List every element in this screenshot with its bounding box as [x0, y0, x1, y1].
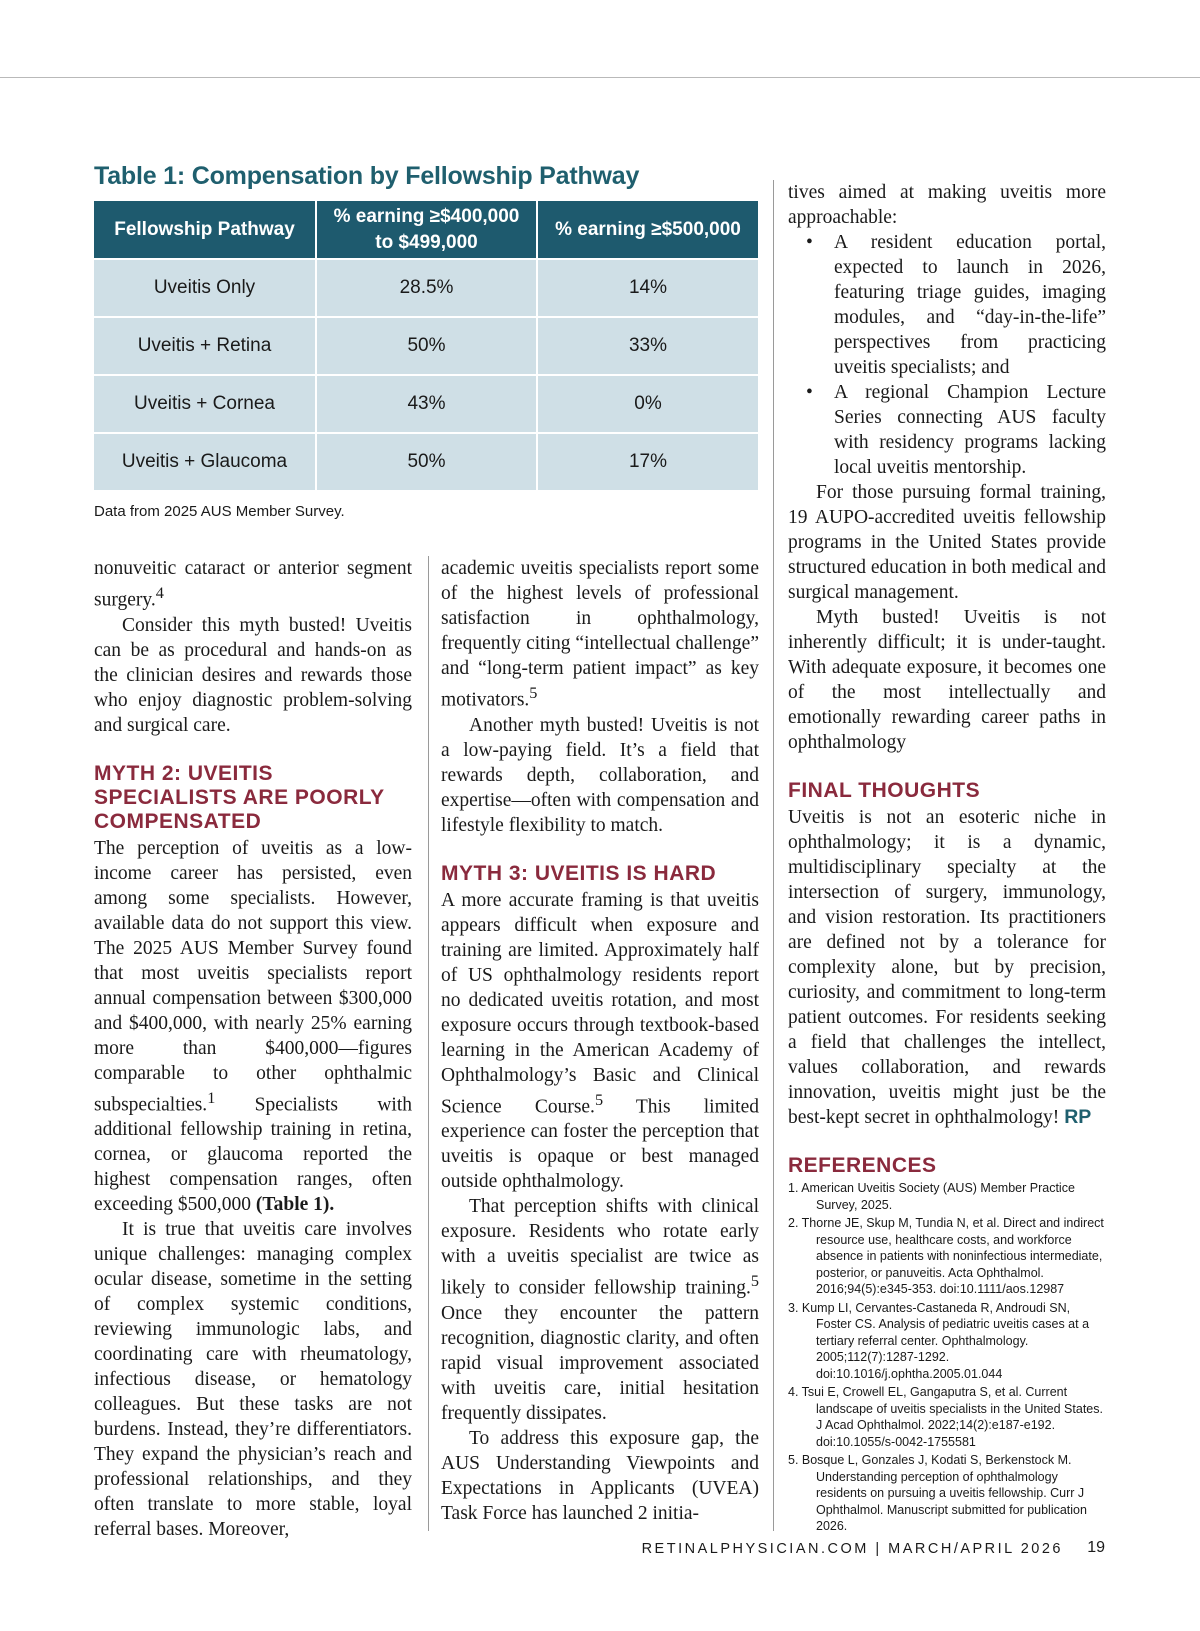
citation: 5 [529, 684, 538, 702]
table-row [94, 375, 758, 433]
bullet-icon: • [806, 232, 813, 253]
citation: 5 [594, 1090, 604, 1109]
section-heading-myth-3: MYTH 3: UVEITIS IS HARD [441, 861, 717, 885]
top-rule [0, 77, 1200, 78]
paragraph: A more accurate framing is that uveitis appears difficult when exposure and training are limited. Approximately half of US ophthalmology residents report no dedicated uveitis rotation, and most exposure occurs through textbook-based learning in the American Academy of Ophthalmology’s Basic and Clinical Science Course.$^5$ This limited experience can foster the perception that uveitis is opaque or best managed outside ophthalmology. [441, 889, 759, 1192]
column-header: Fellowship Pathway [94, 201, 316, 259]
table-header-row [94, 201, 758, 259]
table-source-note: Data from 2025 AUS Member Survey. [94, 503, 345, 520]
table-cell: 50% [316, 317, 537, 375]
table-cell: 17% [537, 433, 758, 490]
column-divider [428, 556, 429, 1531]
right-column [788, 180, 1106, 1537]
table-cell: Uveitis + Glaucoma [94, 433, 316, 490]
table-reference: (Table 1). [255, 1194, 335, 1215]
reference-item: 5. Bosque L, Gonzales J, Kodati S, Berkenstock M. Understanding perception of ophthalmology residents on pursuing a uveitis fellowship. Curr J Ophthalmol. Manuscript submitted for publication 2026. [788, 1453, 1087, 1533]
table-row [94, 317, 758, 375]
bullet-list [788, 230, 1106, 480]
paragraph: nonuveitic cataract or anterior segment surgery.$^4$ [94, 558, 412, 611]
list-item: • A resident education portal, expected to launch in 2026, featuring triage guides, imaging modules, and “day-in-the-life” perspectives from practicing uveitis specialists; and [806, 232, 1106, 378]
paragraph: To address this exposure gap, the AUS Understanding Viewpoints and Expectations in Applicants (UVEA) Task Force has launched 2 initia- [441, 1427, 759, 1524]
list-item: • A regional Champion Lecture Series connecting AUS faculty with residency programs lacking local uveitis mentorship. [806, 382, 1106, 478]
table-cell: 14% [537, 259, 758, 317]
paragraph: tives aimed at making uveitis more approachable: [788, 182, 1106, 228]
table-cell: Uveitis + Retina [94, 317, 316, 375]
paragraph: academic uveitis specialists report some of the highest levels of professional satisfaction in ophthalmology, frequently citing “intellectual challenge” and “long-term patient impact” as key motivators.$^5$ [441, 558, 759, 711]
citation: 5 [750, 1272, 759, 1290]
table-title: Table 1: Compensation by Fellowship Pathway [94, 162, 640, 190]
table-cell: 50% [316, 433, 537, 490]
paragraph: Consider this myth busted! Uveitis can be as procedural and hands-on as the clinician desires and rewards those who enjoy diagnostic problem-solving and surgical care. [94, 614, 412, 736]
paragraph: Uveitis is not an esoteric niche in ophthalmology; it is a dynamic, multidisciplinary specialty at the intersection of surgery, immunology, and vision restoration. Its practitioners are defined not by a tolerance for complexity alone, but by precision, curiosity, and commitment to long-term patient outcomes. For residents seeking a field that challenges the intellect, values collaboration, and rewards innovation, uveitis might just be the best-kept secret in ophthalmology! RP [788, 807, 1106, 1128]
table-row [94, 433, 758, 490]
footer-site-date: RETINALPHYSICIAN.COM | MARCH/APRIL 2026 [641, 1541, 1063, 1557]
paragraph: It is true that uveitis care involves unique challenges: managing complex ocular disease, sometime in the setting of complex systemic conditions, reviewing immunologic labs, and coordinating care with rheumatology, infectious disease, or hematology colleagues. But these tasks are not burdens. Instead, they’re differentiators. They expand the physician’s reach and professional relationships, and they often translate to more stable, loyal referral bases. Moreover, [94, 1219, 412, 1540]
end-mark-logo: RP [1064, 1106, 1092, 1128]
table-cell: Uveitis + Cornea [94, 375, 316, 433]
page-number: 19 [1087, 1539, 1105, 1556]
column-header: % earning ≥$400,000 to $499,000 [316, 201, 537, 259]
paragraph: Another myth busted! Uveitis is not a low-paying field. It’s a field that rewards depth, collaboration, and expertise—often with compensation and lifestyle flexibility to match. [441, 714, 759, 836]
table-cell: Uveitis Only [94, 259, 316, 317]
table-cell: 33% [537, 317, 758, 375]
middle-column [441, 556, 759, 1526]
paragraph: That perception shifts with clinical exposure. Residents who rotate early with a uveitis specialist are twice as likely to consider fellowship training.$^5$ Once they encounter the pattern recognition, diagnostic clarity, and often rapid visual improvement associated with uveitis care, initial hesitation frequently dissipates. [441, 1196, 759, 1424]
reference-item: 2. Thorne JE, Skup M, Tundia N, et al. Direct and indirect resource use, healthcare costs, and workforce absence in patients with noninfectious intermediate, posterior, or panuveitis. Acta Ophthalmol. 2016;94(5):e345-353. doi:10.1111/aos.12987 [788, 1216, 1104, 1296]
column-divider [773, 180, 774, 1531]
table-cell: 28.5% [316, 259, 537, 317]
compensation-table [94, 201, 758, 490]
citation: 4 [155, 584, 164, 602]
references-list [788, 1180, 1106, 1535]
reference-item: 1. American Uveitis Society (AUS) Member Practice Survey, 2025. [788, 1181, 1075, 1212]
left-column [94, 556, 412, 1542]
section-heading-myth-2: MYTH 2: UVEITIS SPECIALISTS ARE POORLY COMPENSATED [94, 761, 385, 833]
table-row [94, 259, 758, 317]
reference-item: 4. Tsui E, Crowell EL, Gangaputra S, et al. Current landscape of uveitis specialists in the United States. J Acad Ophthalmol. 2022;14(2):e187-e192. doi:10.1055/s-0042-1755581 [788, 1385, 1103, 1449]
table-cell: 43% [316, 375, 537, 433]
paragraph: For those pursuing formal training, 19 AUPO-accredited uveitis fellowship programs in the United States provide structured education in both medical and surgical management. [788, 482, 1106, 603]
section-heading-final-thoughts: FINAL THOUGHTS [788, 779, 981, 802]
section-heading-references: REFERENCES [788, 1154, 937, 1177]
table-cell: 0% [537, 375, 758, 433]
paragraph: The perception of uveitis as a low-income career has persisted, even among some specialists. However, available data do not support this view. The 2025 AUS Member Survey found that most uveitis specialists report annual compensation between $300,000 and $400,000, with nearly 25% earning more than $400,000—figures comparable to other ophthalmic subspecialties.$^1$ Specialists with additional fellowship training in retina, cornea, or glaucoma reported the highest compensation ranges, often exceeding $500,000 (Table 1). [94, 837, 412, 1215]
reference-item: 3. Kump LI, Cervantes-Castaneda R, Androudi SN, Foster CS. Analysis of pediatric uveitis cases at a tertiary referral center. Ophthalmology. 2005;112(7):1287-1292. doi:10.1016/j.ophtha.2005.01.044 [788, 1300, 1090, 1381]
paragraph: Myth busted! Uveitis is not inherently difficult; it is under-taught. With adequate exposure, it becomes one of the most intellectually and emotionally rewarding career paths in ophthalmology [788, 607, 1106, 753]
compensation-table-block [94, 162, 758, 520]
column-header: % earning ≥$500,000 [537, 201, 758, 259]
citation: 1 [207, 1088, 216, 1107]
bullet-icon: • [806, 382, 813, 403]
